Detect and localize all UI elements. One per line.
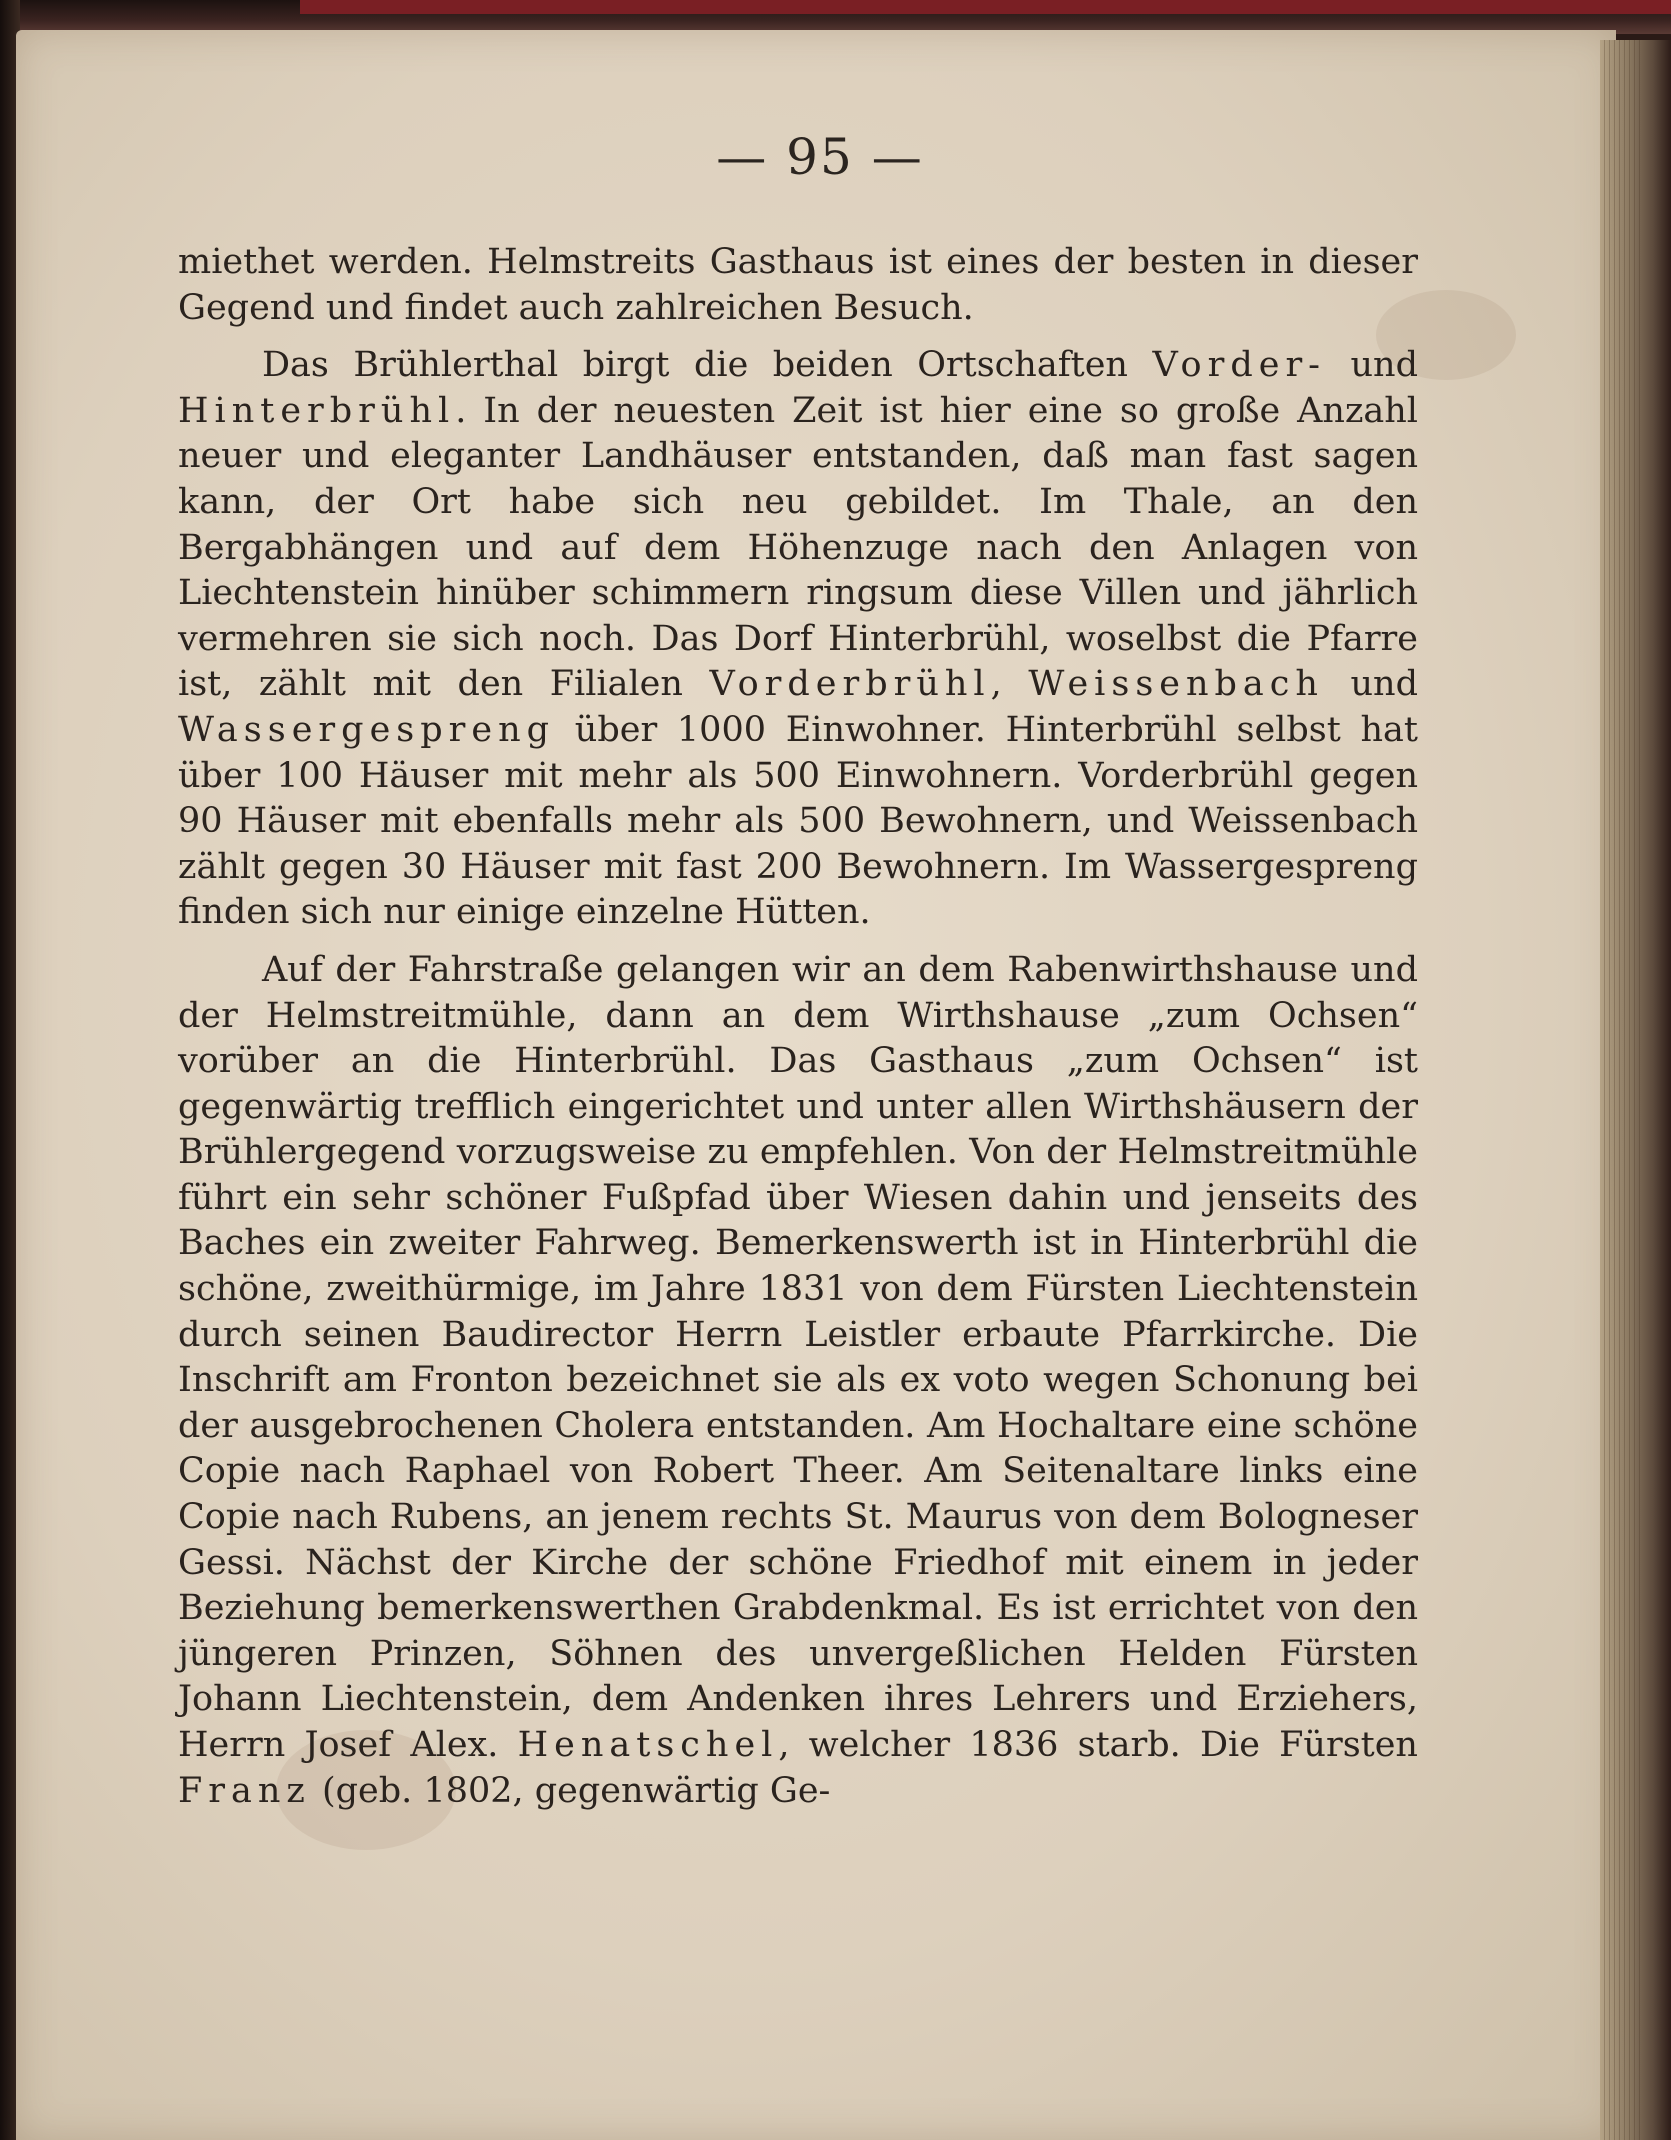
text-run: und	[1323, 664, 1418, 705]
book-gutter	[1600, 40, 1671, 2140]
spaced-place-name: Weissenbach	[1028, 664, 1324, 705]
text-run: (geb. 1802, gegenwärtig Ge-	[310, 1770, 831, 1811]
text-run: Das Brühlerthal birgt die beiden Ortschaften	[262, 345, 1153, 386]
spaced-person-name: Henatschel	[517, 1725, 779, 1765]
page-body	[178, 240, 1418, 1826]
spaced-place-name: Vorder-	[1152, 345, 1327, 386]
paragraph-1	[178, 240, 1418, 331]
spaced-person-name: Franz	[178, 1770, 311, 1811]
text-run: Auf der Fahrstraße gelangen wir an dem Rabenwirthshause und der Helmstreitmühle, dann an dem Wirthshause „zum Ochsen“ vorüber an die Hinterbrühl. Das Gasthaus „zum Ochsen“ ist gegenwärtig trefflich eingerichtet und unter allen Wirthshäusern der Brühlergegend vorzugsweise zu empfehlen. Von der Helmstreitmühle führt ein sehr schöner Fußpfad über Wiesen dahin und jenseits des Baches ein zweiter Fahrweg. Bemerkenswerth ist in Hinterbrühl die schöne, zweithürmige, im Jahre 1831 von dem Fürsten Liechtenstein durch seinen Baudirector Herrn Leistler erbaute Pfarrkirche. Die Inschrift am Fronton bezeichnet sie als ex voto wegen Schonung bei der ausgebrochenen Cholera entstanden. Am Hochaltare eine schöne Copie nach Raphael von Robert Theer. Am Seitenaltare links eine Copie nach Rubens, an jenem rechts St. Maurus von dem Bologneser Gessi. Nächst der Kirche der schöne Friedhof mit einem in jeder Beziehung bemerkenswerthen Grabdenkmal. Es ist errichtet von den jüngeren Prinzen, Söhnen des unvergeßlichen Helden Fürsten Johann Liechtenstein, dem Andenken ihres Lehrers und Erziehers, Herrn Josef Alex.	[178, 949, 1418, 1765]
book-top-edge	[0, 0, 1671, 34]
paragraph-3	[178, 948, 1418, 1814]
text-run: über 1000 Einwohner. Hinterbrühl selbst hat über 100 Häuser mit mehr als 500 Einwohnern. Vorderbrühl gegen 90 Häuser mit ebenfalls mehr als 500 Bewohnern, und Weissenbach zählt gegen 30 Häuser mit fast 200 Bewohnern. Im Wassergespreng finden sich nur einige einzelne Hütten.	[178, 709, 1418, 933]
spaced-place-name: Wassergespreng	[178, 709, 556, 750]
page-stack-lines	[1604, 40, 1644, 2140]
spaced-place-name: Vorderbrühl	[709, 664, 991, 705]
text-run: und	[1326, 345, 1418, 386]
paragraph-text: miethet werden. Helmstreits Gasthaus ist eines der besten in dieser Gegend und findet auch zahlreichen Besuch.	[178, 242, 1418, 328]
paragraph-2	[178, 343, 1418, 936]
spaced-place-name: Hinterbrühl	[178, 390, 456, 431]
text-run: ,	[990, 664, 1029, 705]
text-run: . In der neuesten Zeit ist hier eine so große Anzahl neuer und eleganter Landhäuser entstanden, daß man fast sagen kann, der Ort habe sich neu gebildet. Im Thale, an den Bergabhängen und auf dem Höhenzuge nach den Anlagen von Liechtenstein hinüber schimmern ringsum diese Villen und jährlich vermehren sie sich noch. Das Dorf Hinterbrühl, woselbst die Pfarre ist, zählt mit den Filialen	[178, 390, 1418, 705]
book-cover-edge	[300, 0, 1671, 14]
page-number: — 95 —	[716, 128, 924, 186]
text-run: , welcher 1836 starb. Die Fürsten	[778, 1725, 1418, 1765]
